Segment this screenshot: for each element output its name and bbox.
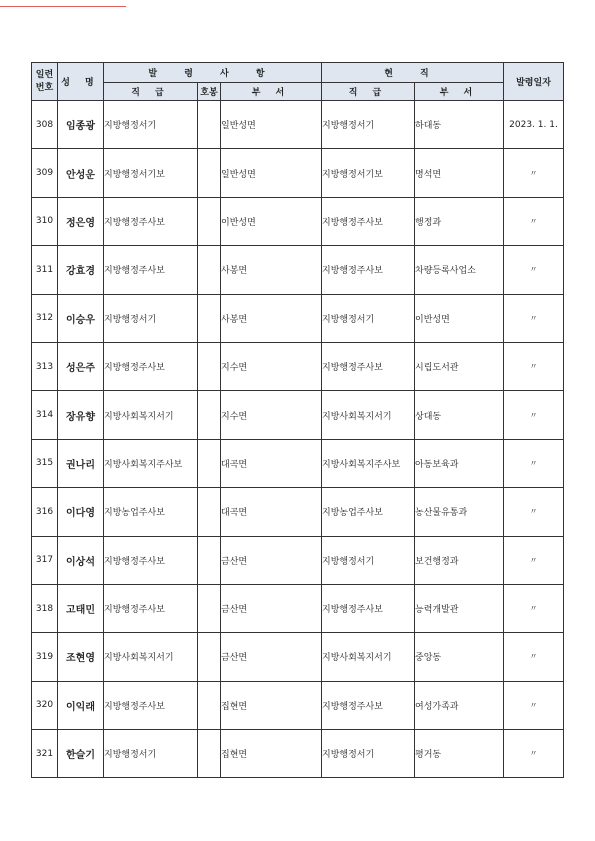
- personnel-order-table: [31, 62, 564, 778]
- rank-step-cell: [198, 101, 221, 149]
- new-grade-cell: 지방사회복지주사보: [104, 439, 198, 487]
- current-grade-cell: 지방사회복지서기: [322, 633, 415, 681]
- serial-number-cell: 315: [32, 439, 58, 487]
- order-date-cell: 〃: [504, 149, 564, 197]
- table-row: [32, 149, 564, 197]
- employee-name-cell: 한슬기: [58, 730, 104, 778]
- table-row: [32, 730, 564, 778]
- current-dept-cell: 이반성면: [415, 294, 504, 342]
- current-dept-cell: 하대동: [415, 101, 504, 149]
- new-dept-cell: 사봉면: [221, 294, 322, 342]
- new-grade-cell: 지방행정서기: [104, 730, 198, 778]
- order-date-cell: 〃: [504, 246, 564, 294]
- serial-number-cell: 309: [32, 149, 58, 197]
- employee-name-cell: 이다영: [58, 488, 104, 536]
- order-date-cell: 〃: [504, 391, 564, 439]
- rank-step-cell: [198, 584, 221, 632]
- table-row: [32, 391, 564, 439]
- new-grade-cell: 지방행정주사보: [104, 536, 198, 584]
- employee-name-cell: 성은주: [58, 342, 104, 390]
- employee-name-cell: 강효경: [58, 246, 104, 294]
- order-details-header: 발 령 사 항: [104, 63, 322, 83]
- new-grade-cell: 지방농업주사보: [104, 488, 198, 536]
- current-dept-cell: 보건행정과: [415, 536, 504, 584]
- current-grade-cell: 지방행정주사보: [322, 197, 415, 245]
- serial-number-header: 일련 번호: [32, 63, 58, 101]
- serial-number-cell: 313: [32, 342, 58, 390]
- new-grade-header: 직 급: [104, 83, 198, 101]
- current-dept-cell: 행정과: [415, 197, 504, 245]
- current-position-header: 현 직: [322, 63, 504, 83]
- current-grade-cell: 지방행정주사보: [322, 681, 415, 729]
- new-grade-cell: 지방행정서기보: [104, 149, 198, 197]
- employee-name-cell: 이승우: [58, 294, 104, 342]
- serial-number-cell: 310: [32, 197, 58, 245]
- rank-step-cell: [198, 294, 221, 342]
- current-dept-cell: 여성가족과: [415, 681, 504, 729]
- rank-step-cell: [198, 342, 221, 390]
- new-dept-cell: 집현면: [221, 681, 322, 729]
- new-dept-cell: 금산면: [221, 584, 322, 632]
- current-dept-cell: 평거동: [415, 730, 504, 778]
- current-dept-cell: 능력개발관: [415, 584, 504, 632]
- current-grade-cell: 지방사회복지주사보: [322, 439, 415, 487]
- serial-number-cell: 311: [32, 246, 58, 294]
- table-row: [32, 197, 564, 245]
- serial-number-cell: 321: [32, 730, 58, 778]
- new-dept-cell: 금산면: [221, 536, 322, 584]
- new-dept-cell: 이반성면: [221, 197, 322, 245]
- name-header: 성 명: [58, 63, 104, 101]
- order-date-cell: 〃: [504, 633, 564, 681]
- current-dept-cell: 농산물유통과: [415, 488, 504, 536]
- current-grade-cell: 지방행정주사보: [322, 584, 415, 632]
- rank-step-cell: [198, 439, 221, 487]
- rank-step-cell: [198, 149, 221, 197]
- current-grade-cell: 지방사회복지서기: [322, 391, 415, 439]
- current-grade-cell: 지방행정주사보: [322, 342, 415, 390]
- order-date-cell: 〃: [504, 488, 564, 536]
- serial-number-cell: 319: [32, 633, 58, 681]
- new-grade-cell: 지방행정주사보: [104, 342, 198, 390]
- new-grade-cell: 지방행정주사보: [104, 681, 198, 729]
- order-date-header: 발령일자: [504, 63, 564, 101]
- current-grade-header: 직 급: [322, 83, 415, 101]
- rank-step-cell: [198, 633, 221, 681]
- table-row: [32, 439, 564, 487]
- employee-name-cell: 정은영: [58, 197, 104, 245]
- order-date-cell: 2023. 1. 1.: [504, 101, 564, 149]
- new-grade-cell: 지방사회복지서기: [104, 633, 198, 681]
- rank-step-cell: [198, 681, 221, 729]
- current-grade-cell: 지방행정서기: [322, 730, 415, 778]
- table-row: [32, 246, 564, 294]
- serial-number-cell: 308: [32, 101, 58, 149]
- new-dept-cell: 대곡면: [221, 488, 322, 536]
- current-grade-cell: 지방행정서기: [322, 101, 415, 149]
- current-dept-cell: 시립도서관: [415, 342, 504, 390]
- employee-name-cell: 임종광: [58, 101, 104, 149]
- serial-number-cell: 314: [32, 391, 58, 439]
- table-row: [32, 488, 564, 536]
- current-dept-cell: 상대동: [415, 391, 504, 439]
- table-row: [32, 584, 564, 632]
- new-dept-cell: 일반성면: [221, 149, 322, 197]
- rank-step-cell: [198, 730, 221, 778]
- rank-step-cell: [198, 536, 221, 584]
- employee-name-cell: 이익래: [58, 681, 104, 729]
- employee-name-cell: 이상석: [58, 536, 104, 584]
- new-grade-cell: 지방행정서기: [104, 101, 198, 149]
- employee-name-cell: 권나리: [58, 439, 104, 487]
- employee-name-cell: 고태민: [58, 584, 104, 632]
- employee-name-cell: 장유향: [58, 391, 104, 439]
- table-row: [32, 536, 564, 584]
- serial-number-cell: 317: [32, 536, 58, 584]
- new-dept-cell: 금산면: [221, 633, 322, 681]
- current-dept-cell: 차량등록사업소: [415, 246, 504, 294]
- new-grade-cell: 지방행정주사보: [104, 246, 198, 294]
- new-grade-cell: 지방행정주사보: [104, 197, 198, 245]
- rank-step-cell: [198, 391, 221, 439]
- order-date-cell: 〃: [504, 342, 564, 390]
- current-dept-cell: 아동보육과: [415, 439, 504, 487]
- table-row: [32, 101, 564, 149]
- table-row: [32, 633, 564, 681]
- employee-name-cell: 조현영: [58, 633, 104, 681]
- new-dept-cell: 지수면: [221, 391, 322, 439]
- current-dept-cell: 명석면: [415, 149, 504, 197]
- current-grade-cell: 지방행정서기: [322, 294, 415, 342]
- current-dept-header: 부 서: [415, 83, 504, 101]
- employee-name-cell: 안성운: [58, 149, 104, 197]
- order-date-cell: 〃: [504, 584, 564, 632]
- new-grade-cell: 지방행정서기: [104, 294, 198, 342]
- new-grade-cell: 지방행정주사보: [104, 584, 198, 632]
- order-date-cell: 〃: [504, 681, 564, 729]
- table-body: [32, 101, 564, 778]
- new-dept-cell: 대곡면: [221, 439, 322, 487]
- new-dept-header: 부 서: [221, 83, 322, 101]
- new-dept-cell: 집현면: [221, 730, 322, 778]
- table-header: [32, 63, 564, 101]
- top-accent-rule: [0, 6, 126, 7]
- current-grade-cell: 지방행정서기: [322, 536, 415, 584]
- table-row: [32, 294, 564, 342]
- new-grade-cell: 지방사회복지서기: [104, 391, 198, 439]
- order-date-cell: 〃: [504, 536, 564, 584]
- order-date-cell: 〃: [504, 439, 564, 487]
- rank-step-header: 호봉: [198, 83, 221, 101]
- current-dept-cell: 중앙동: [415, 633, 504, 681]
- serial-number-cell: 320: [32, 681, 58, 729]
- rank-step-cell: [198, 488, 221, 536]
- order-date-cell: 〃: [504, 197, 564, 245]
- serial-number-cell: 316: [32, 488, 58, 536]
- current-grade-cell: 지방농업주사보: [322, 488, 415, 536]
- new-dept-cell: 지수면: [221, 342, 322, 390]
- rank-step-cell: [198, 246, 221, 294]
- new-dept-cell: 일반성면: [221, 101, 322, 149]
- current-grade-cell: 지방행정주사보: [322, 246, 415, 294]
- serial-number-cell: 312: [32, 294, 58, 342]
- new-dept-cell: 사봉면: [221, 246, 322, 294]
- current-grade-cell: 지방행정서기보: [322, 149, 415, 197]
- table-row: [32, 681, 564, 729]
- rank-step-cell: [198, 197, 221, 245]
- order-date-cell: 〃: [504, 730, 564, 778]
- serial-number-cell: 318: [32, 584, 58, 632]
- table-row: [32, 342, 564, 390]
- order-date-cell: 〃: [504, 294, 564, 342]
